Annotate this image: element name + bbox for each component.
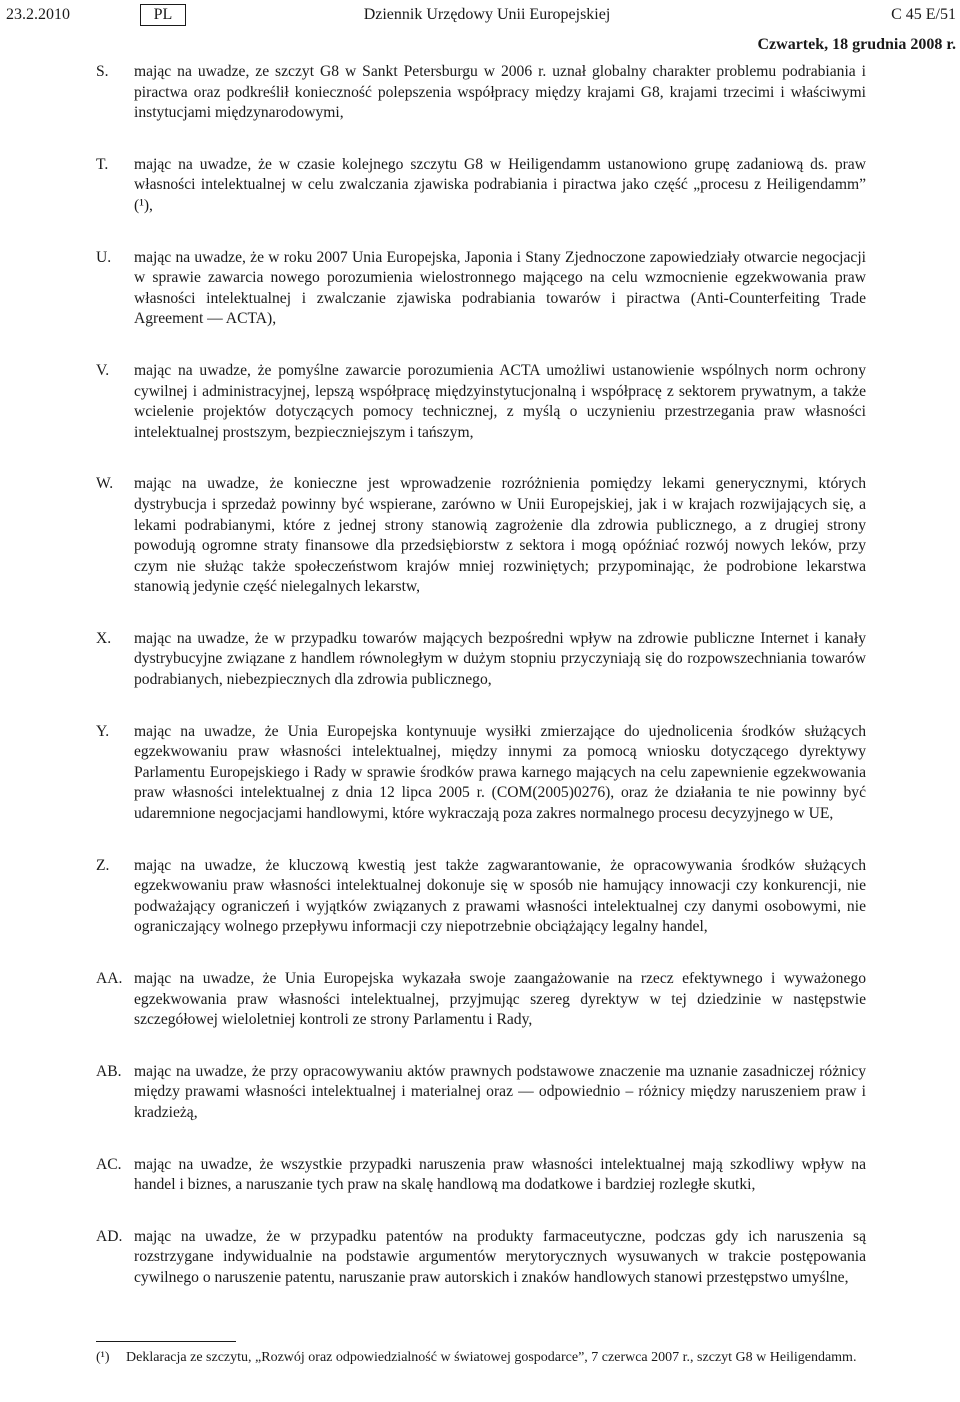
recital-letter: X. bbox=[96, 629, 112, 647]
journal-title: Dziennik Urzędowy Unii Europejskiej bbox=[363, 6, 611, 23]
recital-text: mając na uwadze, że w przypadku patentów na produkty farmaceutyczne, podczas gdy ich naruszenia są rozstrzygane indywidualnie na podstawie argumentów merytorycznych wysuwanych w trakcie postępowania cywilnego o naruszenie patentu, naruszanie praw autorskich i znaków handlowych stanowi przestępstwo umyślne, bbox=[134, 1227, 866, 1286]
recital-item bbox=[96, 62, 866, 124]
recital-item bbox=[96, 1155, 866, 1196]
footnote bbox=[96, 1349, 896, 1367]
recital-letter: S. bbox=[96, 63, 109, 80]
language-badge: PL bbox=[140, 4, 186, 26]
page-header bbox=[6, 4, 956, 28]
recital-letter: T. bbox=[96, 155, 109, 173]
sitting-date: Czwartek, 18 grudnia 2008 r. bbox=[757, 36, 956, 53]
recitals-list bbox=[96, 62, 866, 1320]
recital-item bbox=[96, 722, 866, 825]
recital-letter: U. bbox=[96, 248, 112, 266]
journal-number: C 45 E/51 bbox=[891, 6, 956, 23]
recital-letter: AC. bbox=[96, 1155, 122, 1173]
recital-text: mając na uwadze, że wszystkie przypadki naruszenia praw własności intelektualnej mają szkodliwy wpływ na handel i biznes, a naruszanie tych praw na skalę handlową ma dodatkowe i bardziej rozległe skutki, bbox=[134, 1155, 866, 1194]
recital-letter: Y. bbox=[96, 722, 110, 740]
recital-text: mając na uwadze, że przy opracowywaniu aktów prawnych podstawowe znaczenie ma uznanie zasadniczej różnicy między prawami własności intelektualnej i materialnej oraz — odpowiednio – różnicy między naruszeniem praw i kradzieżą, bbox=[134, 1062, 866, 1121]
recital-item bbox=[96, 155, 866, 217]
recital-item bbox=[96, 361, 866, 443]
recital-item bbox=[96, 474, 866, 598]
recital-item bbox=[96, 248, 866, 330]
recital-letter: V. bbox=[96, 361, 110, 379]
recital-text: mając na uwadze, że kluczową kwestią jest także zagwarantowanie, że opracowywania środków służących egzekwowaniu praw własności intelektualnej dokonuje się w sposób nie hamujący innowacji czy konkurencji, nie podważający ograniczeń i wyjątków związanych z prawami własności intelektualnej czy danymi osobowymi, nie ograniczający wolnego przepływu informacji czy niepotrzebnie obciążający legalny handel, bbox=[134, 856, 866, 936]
recital-text: mając na uwadze, że Unia Europejska wykazała swoje zaangażowanie na rzecz efektywnego i wyważonego egzekwowania praw własności intelektualnej, przyjmując szereg dyrektyw w tej dziedzinie w następstwie szczegółowej wieloletniej kontroli ze strony Parlamentu i Rady, bbox=[134, 970, 866, 1029]
footnote-divider bbox=[96, 1341, 236, 1342]
recital-item bbox=[96, 1062, 866, 1124]
recital-text: mając na uwadze, ze szczyt G8 w Sankt Petersburgu w 2006 r. uznał globalny charakter problemu podrabiania i piractwa oraz podkreślił konieczność polepszenia współpracy między krajami G8, krajami trzecimi i właściwymi instytucjami międzynarodowymi, bbox=[134, 63, 866, 122]
recital-item bbox=[96, 629, 866, 691]
recital-text: mając na uwadze, że Unia Europejska kontynuuje wysiłki zmierzające do ujednolicenia środków służących egzekwowaniu praw własności intelektualnej, między innymi za pomocą wniosku dotyczącego dyrektywy Parlamentu Europejskiego i Rady w sprawie środków prawa karnego mających na celu zapewnienie egzekwowania praw własności intelektualnej z dnia 12 lipca 2005 r. (COM(2005)0276), oraz że działania te nie powinny być udaremnione negocjacjami handlowymi, które wykraczają poza zakres normalnego procesu decyzyjnego w UE, bbox=[134, 722, 866, 823]
recital-letter: AA. bbox=[96, 970, 123, 987]
footnote-text: Deklaracja ze szczytu, „Rozwój oraz odpowiedzialność w światowej gospodarce”, 7 czerwca 2007 r., szczyt G8 w Heiligendamm. bbox=[126, 1350, 857, 1365]
publication-date: 23.2.2010 bbox=[6, 6, 70, 23]
recital-item bbox=[96, 969, 866, 1031]
recital-letter: AB. bbox=[96, 1062, 122, 1080]
recital-letter: AD. bbox=[96, 1227, 123, 1245]
recital-text: mając na uwadze, że pomyślne zawarcie porozumienia ACTA umożliwi ustanowienie wspólnych norm ochrony cywilnej i administracyjnej, lepszą współpracę międzyinstytucjonalną i współpracę z sektorem prywatnym, a także wcielenie projektów dotyczących pomocy technicznej, z myślą o uczynieniu przestrzegania praw własności intelektualnej prostszym, bezpieczniejszym i tańszym, bbox=[134, 361, 866, 441]
recital-letter: Z. bbox=[96, 856, 110, 874]
recital-text: mając na uwadze, że w czasie kolejnego szczytu G8 w Heiligendamm ustanowiono grupę zadaniową ds. praw własności intelektualnej w celu zwalczania zjawiska podrabiania i piractwa jako część „procesu z Heiligendamm” (¹), bbox=[134, 155, 866, 214]
recital-item bbox=[96, 856, 866, 938]
recital-text: mając na uwadze, że w roku 2007 Unia Europejska, Japonia i Stany Zjednoczone zapowiedziały otwarcie negocjacji w sprawie zawarcia nowego porozumienia wielostronnego mającego na celu wzmocnienie egzekwowania praw własności intelektualnej i zwalczanie zjawiska podrabiania towarów i piractwa (Anti-Counterfeiting Trade Agreement — ACTA), bbox=[134, 248, 866, 328]
recital-letter: W. bbox=[96, 475, 114, 493]
recital-text: mając na uwadze, że konieczne jest wprowadzenie rozróżnienia pomiędzy lekami generycznymi, których dystrybucja i sprzedaż powinny być wspierane, zarówno w Unii Europejskiej, jak i w krajach rozwijających się, a lekami podrabianymi, które z jednej strony stanowią zagrożenie dla zdrowia publicznego, a z drugiej strony powodują ogromne straty finansowe dla przedsiębiorstw z sektora i mogą opóźniać rozwój nowych leków, przy czym nie służąc także społeczeństwom krajów mniej rozwiniętych; przypominając, że podrobione lekarstwa stanowią jedynie część nielegalnych lekarstw, bbox=[134, 475, 866, 596]
footnote-marker: (¹) bbox=[96, 1350, 110, 1365]
recital-text: mając na uwadze, że w przypadku towarów mających bezpośredni wpływ na zdrowie publiczne Internet i kanały dystrybucyjne związane z handlem równoległym w dużym stopniu przyczyniają się do rozpowszechniania towarów podrabianych, niebezpiecznych dla zdrowia publicznego, bbox=[134, 629, 866, 689]
recital-item bbox=[96, 1227, 866, 1289]
